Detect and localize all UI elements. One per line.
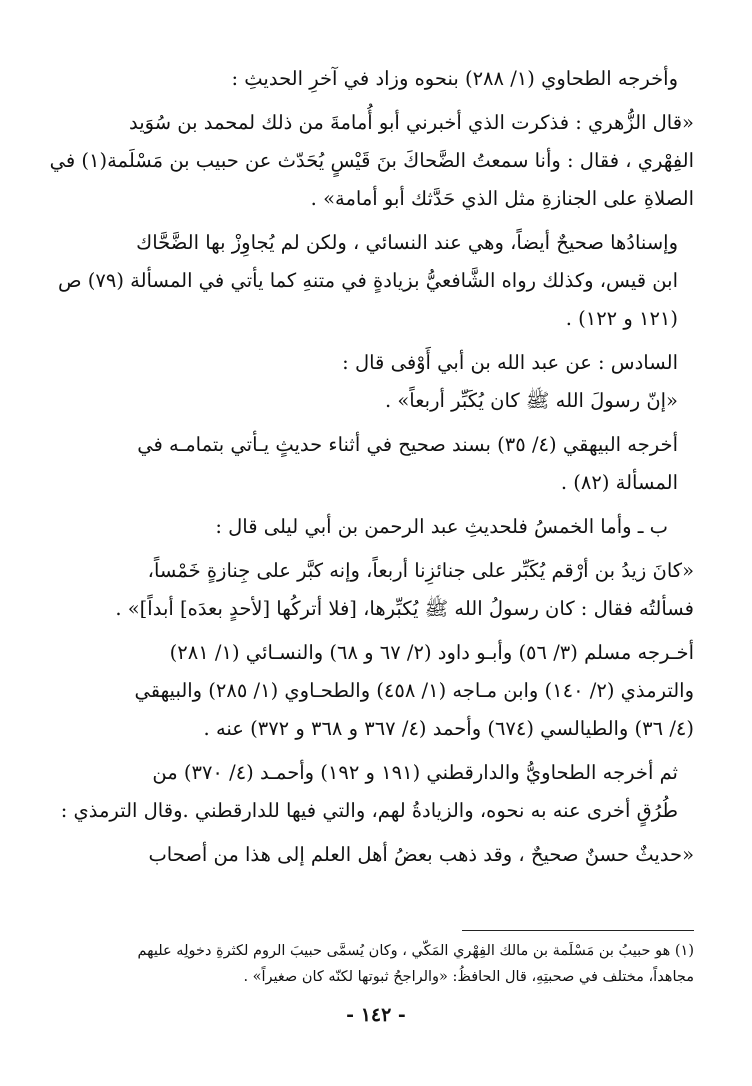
paragraph-daraqutni-ref — [58, 754, 694, 830]
text-line: (٤/ ٣٦) والطيالسي (٦٧٤) وأحمد (٤/ ٣٦٧ و ٣٦٨ و ٣٧٢) عنه . — [203, 717, 694, 740]
text-line: أخـرجه مسلم (٣/ ٥٦) وأبـو داود (٢/ ٦٧ و ٦٨) والنسـائي (١/ ٢٨١) — [169, 641, 694, 664]
paragraph-muslim-ref — [58, 634, 694, 748]
paragraph-zuhri-quote — [49, 104, 694, 218]
text-line: وأخرجه الطحاوي (١/ ٢٨٨) بنحوه وزاد في آخرِ الحديثِ : — [231, 67, 678, 90]
footnote-separator — [462, 930, 694, 931]
text-line: والترمذي (٢/ ١٤٠) وابن مـاجه (١/ ٤٥٨) والطحـاوي (١/ ٢٨٥) والبيهقي — [134, 679, 694, 702]
text-line: (١٢١ و ١٢٢) . — [565, 307, 678, 330]
text-line: أخرجه البيهقي (٤/ ٣٥) بسند صحيح في أثناء حديثٍ يـأتي بتمامـه في — [137, 433, 678, 456]
footnote-line: (١) هو حبيبُ بن مَسْلَمة بن مالك الفِهْري المَكّي ، وكان يُسمَّى حبيبَ الروم لكثرةِ دخولِه عليهم — [137, 943, 694, 959]
text-line: ثم أخرجه الطحاويُّ والدارقطني (١٩١ و ١٩٢) وأحمـد (٤/ ٣٧٠) من — [152, 761, 678, 784]
text-line: «قال الزُّهري : فذكرت الذي أخبرني أبو أُمامةَ من ذلك لمحمد بن سُوَيد — [129, 111, 694, 134]
paragraph-zayd-quote — [58, 552, 694, 628]
text-line: وإسنادُها صحيحٌ أيضاً، وهي عند النسائي ، ولكن لم يُجاوِزْ بها الضَّحَّاك — [136, 231, 678, 254]
footnote-line: مجاهداً، مختلف في صحبتِهِ، قال الحافظُ: «والراجحُ ثبوتها لكنّه كان صغيراً» . — [243, 969, 694, 985]
paragraph-tahawi-ref — [58, 60, 694, 98]
text-line: الفِهْري ، فقال : وأنا سمعتُ الضَّحاكَ بنَ قَيْسٍ يُحَدّث عن حبيب بن مَسْلَمة(١) في — [49, 149, 694, 172]
text-line: «كانَ زيدُ بن أرْقم يُكَبِّر على جنائزِنا أربعاً، وإنه كبَّر على جِنازةٍ خَمْساً، — [147, 559, 694, 582]
text-line: السادس : عن عبد الله بن أبي أَوْفى قال : — [342, 351, 678, 374]
text-line: «حديثٌ حسنٌ صحيحٌ ، وقد ذهب بعضُ أهل العلم إلى هذا من أصحاب — [148, 843, 694, 866]
text-line: فسألتُه فقال : كان رسولُ الله ﷺ يُكبِّرها، [فلا أتركُها [لأحدٍ بعدَه] أبداً]» . — [115, 597, 694, 620]
text-line: ابن قيس، وكذلك رواه الشَّافعيُّ بزيادةٍ في متنهِ كما يأتي في المسألة (٧٩) ص — [57, 269, 678, 292]
paragraph-tirmidhi-quote — [58, 836, 694, 874]
footnotes — [58, 938, 694, 990]
text-line: الصلاةِ على الجنازةِ مثل الذي حَدَّثك أبو أمامة» . — [310, 187, 694, 210]
text-line: ب ـ وأما الخمسُ فلحديثِ عبد الرحمن بن أبي ليلى قال : — [215, 515, 668, 538]
paragraph-sixth-heading — [58, 344, 694, 382]
paragraph-bayhaqi-ref — [58, 426, 694, 502]
paragraph-isnad — [58, 224, 694, 338]
page-number: - ١٤٢ - — [346, 1004, 406, 1026]
paragraph-five-takbirs-heading — [58, 508, 694, 546]
text-line: «إنّ رسولَ الله ﷺ كان يُكَبِّر أربعاً» . — [384, 389, 678, 412]
text-line: طُرُقٍ أخرى عنه به نحوه، والزيادةُ لهم، والتي فيها للدارقطني .وقال الترمذي : — [60, 799, 678, 822]
paragraph-sixth-quote — [58, 382, 694, 420]
text-line: المسألة (٨٢) . — [560, 471, 678, 494]
page — [49, 60, 694, 1060]
